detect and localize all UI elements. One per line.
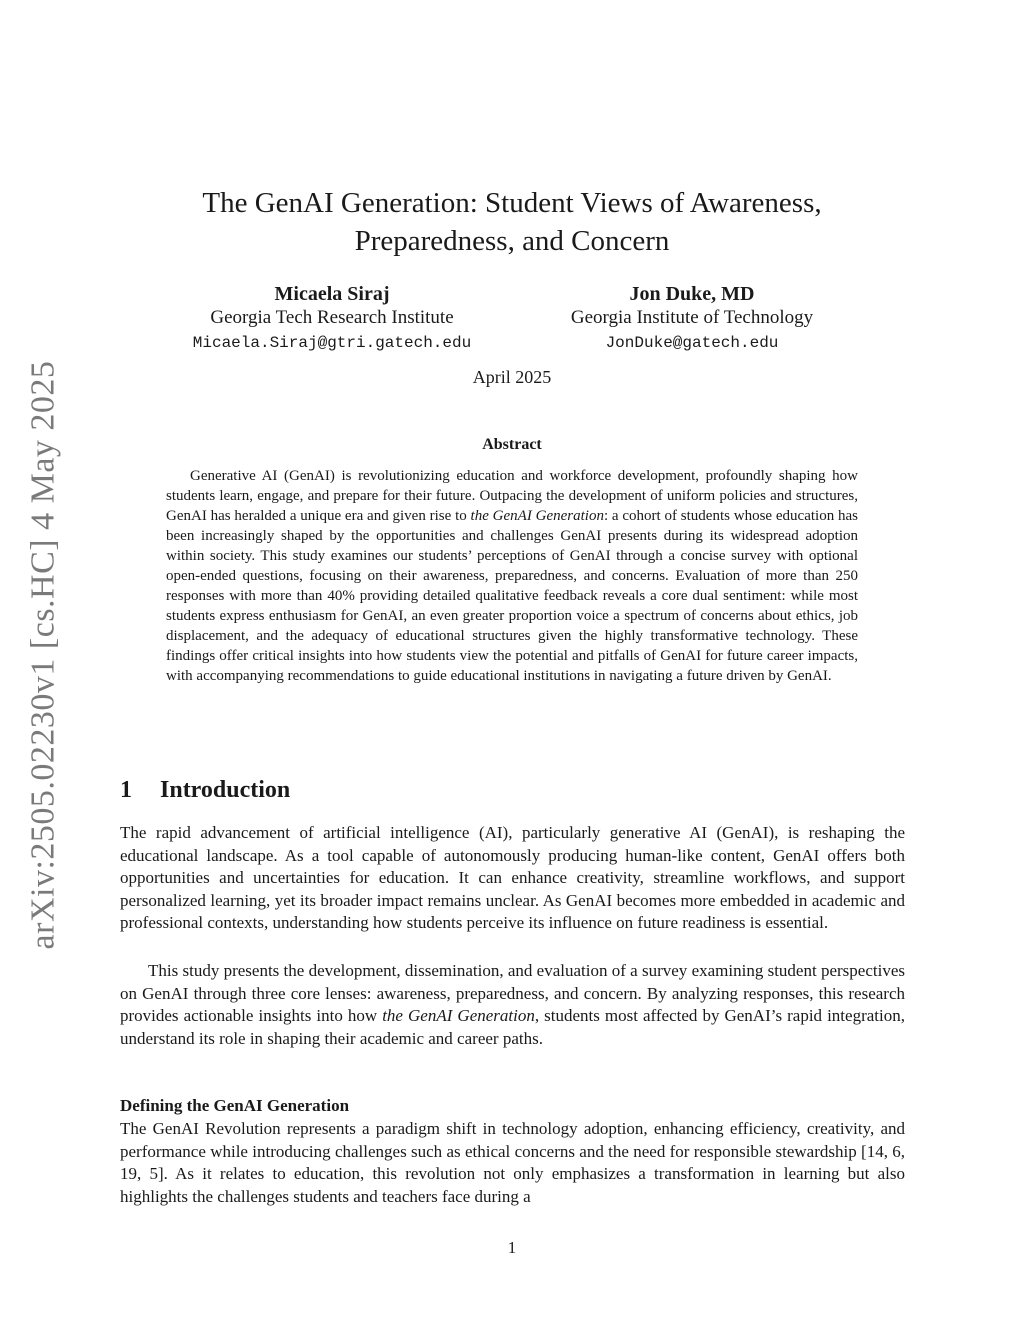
intro-paragraph-1: The rapid advancement of artificial intelligence (AI), particularly generative AI (GenAI), is reshaping the educational landscape. As a tool capable of autonomously producing human-like content, GenAI offers both opportunities and uncertainties for education. It can enhance creativity, streamline workflows, and support personalized learning, yet its broader impact remains unclear. As GenAI becomes more embedded in academic and professional contexts, understanding how students perceive its influence on future readiness is essential. <box>120 823 905 933</box>
author-block-1 <box>152 282 512 356</box>
intro-paragraph-3: The GenAI Revolution represents a paradigm shift in technology adoption, enhancing efficiency, creativity, and performance while introducing challenges such as ethical concerns and the need for responsible stewardship [14, 6, 19, 5]. As it relates to education, this revolution not only emphasizes a transformation in learning but also highlights the challenges students and teachers face during a <box>120 1119 905 1206</box>
author-email: JonDuke@gatech.edu <box>605 334 779 352</box>
section-title: Introduction <box>160 777 291 803</box>
arxiv-identifier-text: arXiv:2505.02230v1 [cs.HC] 4 May 2025 <box>24 360 62 950</box>
abstract-text-part-1: Generative AI (GenAI) is revolutionizing education and workforce development, profoundly shaping how students learn, engage, and prepare for their future. Outpacing the development of uniform policies and structures, GenAI has heralded a unique era and given rise to <box>166 468 858 524</box>
section-number: 1 <box>120 777 132 803</box>
abstract-heading: Abstract <box>482 436 542 453</box>
page-number: 1 <box>507 1238 517 1257</box>
author-email: Micaela.Siraj@gtri.gatech.edu <box>192 334 472 352</box>
paper-title-line-1: The GenAI Generation: Student Views of Awareness, <box>202 187 822 219</box>
paper-title <box>150 184 874 260</box>
section-heading <box>120 777 290 804</box>
subsection-heading: Defining the GenAI Generation <box>120 1096 350 1115</box>
paper-title-line-2: Preparedness, and Concern <box>354 225 670 257</box>
abstract-text-emphasis: the GenAI Generation <box>470 508 604 524</box>
publication-date: April 2025 <box>472 367 552 387</box>
intro-paragraph-2 <box>120 960 905 1050</box>
author-affiliation: Georgia Tech Research Institute <box>210 307 454 328</box>
abstract-text <box>166 466 858 686</box>
author-name: Jon Duke, MD <box>629 283 755 305</box>
abstract-text-part-2: : a cohort of students whose education has been increasingly shaped by the opportunities and challenges GenAI presents during its widespread adoption within society. This study examines our students’ perceptions of GenAI through a concise survey with optional open-ended questions, focusing on their awareness, preparedness, and concerns. Evaluation of more than 250 responses with more than 40% providing detailed qualitative feedback reveals a core dual sentiment: while most students express enthusiasm for GenAI, an even greater proportion voice a spectrum of concerns about ethics, job displacement, and the adequacy of educational structures given the highly transformative technology. These findings offer critical insights into how students view the potential and pitfalls of GenAI for future career impacts, with accompanying recommendations to guide educational institutions in navigating a future driven by GenAI. <box>166 508 858 684</box>
author-name: Micaela Siraj <box>274 283 390 305</box>
intro-paragraph-2-part-1: This study presents the development, dissemination, and evaluation of a survey examining student perspectives on GenAI through three core lenses: awareness, preparedness, and concern. By analyzing responses, this research provides actionable insights into how <box>120 961 905 1026</box>
author-block-2 <box>512 282 872 356</box>
author-affiliation: Georgia Institute of Technology <box>570 307 814 328</box>
intro-paragraph-2-emphasis: the GenAI Generation <box>382 1006 535 1026</box>
intro-paragraph-2-part-2: , students most affected by GenAI’s rapid integration, understand its role in shaping their academic and career paths. <box>120 1006 905 1048</box>
